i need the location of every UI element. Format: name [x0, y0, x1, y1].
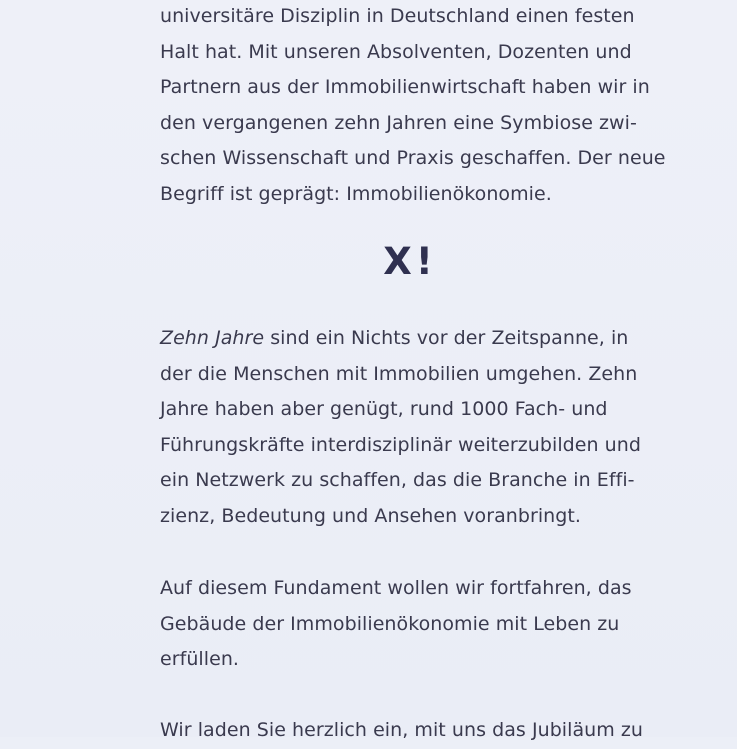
paragraph-invitation — [160, 713, 680, 749]
italic-phrase: Zehn Jahre — [160, 327, 265, 349]
text-line: erfüllen. — [160, 648, 240, 671]
text-line: Partnern aus der Immobilienwirtschaft haben wir in — [160, 76, 650, 99]
text-line: Begriff ist geprägt: Immobilienökonomie. — [160, 182, 552, 205]
text-line: ein Netzwerk zu schaffen, das die Branche in Effi- — [160, 469, 635, 492]
text-line: universitäre Disziplin in Deutschland einen festen — [160, 5, 635, 27]
paragraph-foundation — [160, 571, 680, 678]
text-line: schen Wissenschaft und Praxis geschaffen. Der neue — [160, 147, 666, 170]
text-line: den vergangenen zehn Jahren eine Symbiose zwi- — [160, 111, 637, 134]
text-line — [160, 321, 680, 357]
text-line: Wir laden Sie herzlich ein, mit uns das Jubiläum zu — [160, 719, 644, 741]
text-line: Auf diesem Fundament wollen wir fortfahren, das — [160, 577, 632, 599]
text-line: Führungskräfte interdisziplinär weiterzubilden und — [160, 433, 641, 456]
text-line: der die Menschen mit Immobilien umgehen. Zehn — [160, 362, 638, 385]
paragraph-discipline — [160, 0, 680, 213]
text-line: Halt hat. Mit unseren Absolventen, Dozenten und — [160, 40, 632, 63]
text-line: Gebäude der Immobilienökonomie mit Leben zu — [160, 612, 620, 635]
anniversary-mark: X! — [383, 240, 437, 283]
text-line: Jahre haben aber genügt, rund 1000 Fach- und — [160, 398, 608, 421]
paragraph-ten-years — [160, 321, 680, 535]
text-line: zienz, Bedeutung und Ansehen voranbringt. — [160, 504, 581, 527]
text-span: sind ein Nichts vor der Zeitspanne, in — [264, 327, 629, 349]
